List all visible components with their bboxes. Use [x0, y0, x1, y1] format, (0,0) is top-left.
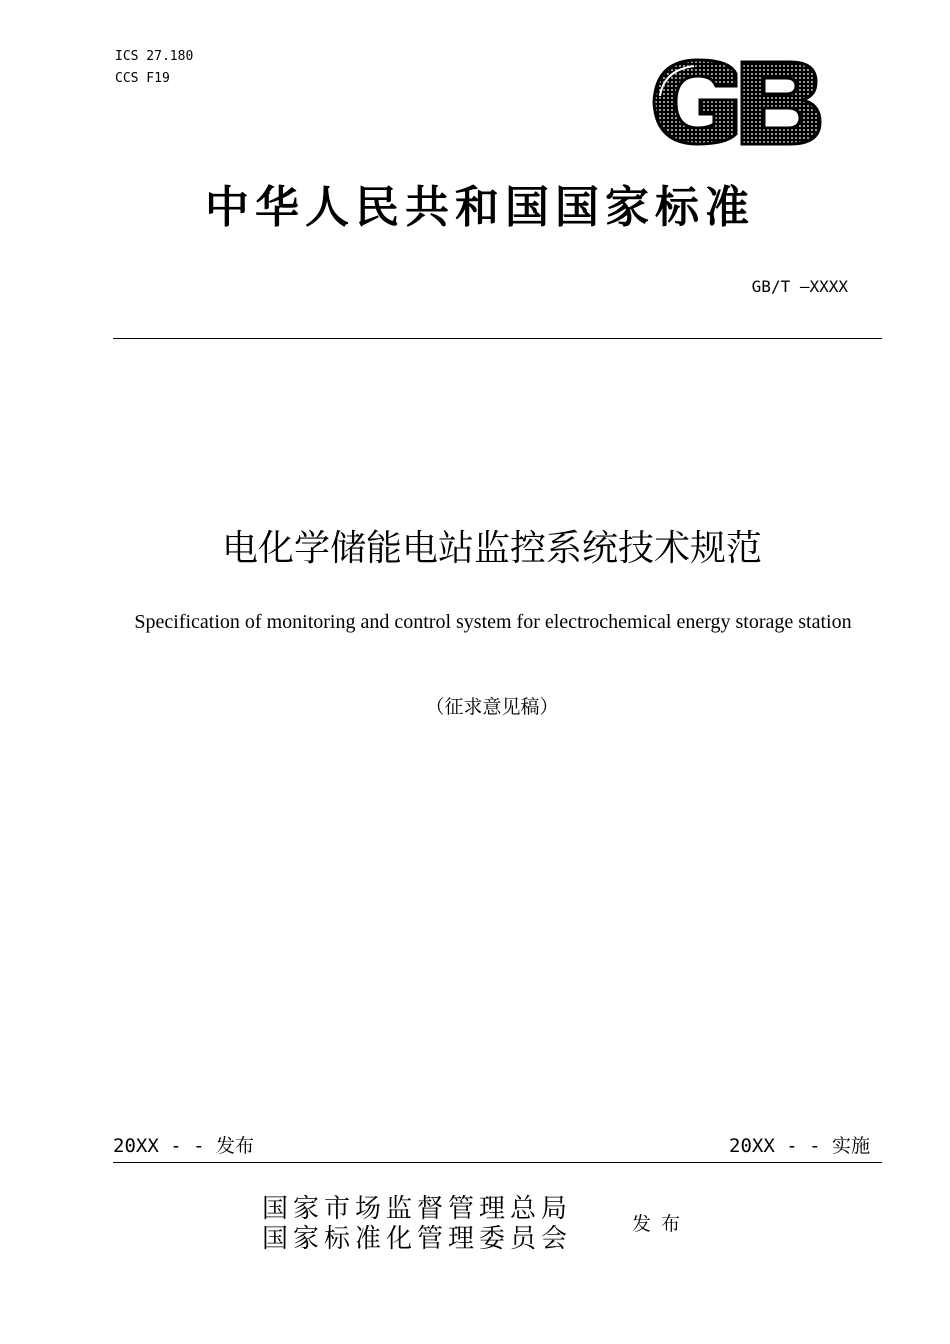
issuing-authorities	[262, 1194, 572, 1254]
standard-number: GB/T —XXXX	[751, 277, 848, 296]
footer-divider	[113, 1162, 882, 1163]
implement-date: 20XX - - 实施	[729, 1135, 870, 1157]
national-standard-heading: 中华人民共和国国家标准	[205, 182, 755, 233]
issue-label: 发布	[632, 1213, 691, 1235]
title-english: Specification of monitoring and control system for electrochemical energy storage station	[134, 611, 852, 633]
ics-code: ICS 27.180	[115, 49, 194, 64]
draft-note: （征求意见稿）	[425, 697, 559, 718]
ccs-code: CCS F19	[115, 71, 170, 86]
title-chinese: 电化学储能电站监控系统技术规范	[221, 528, 762, 569]
issuer-samr: 国家市场监督管理总局	[262, 1194, 573, 1224]
gb-logo-icon	[650, 56, 822, 148]
publish-date: 20XX - - 发布	[113, 1135, 254, 1157]
issuer-sac: 国家标准化管理委员会	[262, 1224, 573, 1254]
header-divider	[113, 338, 882, 339]
